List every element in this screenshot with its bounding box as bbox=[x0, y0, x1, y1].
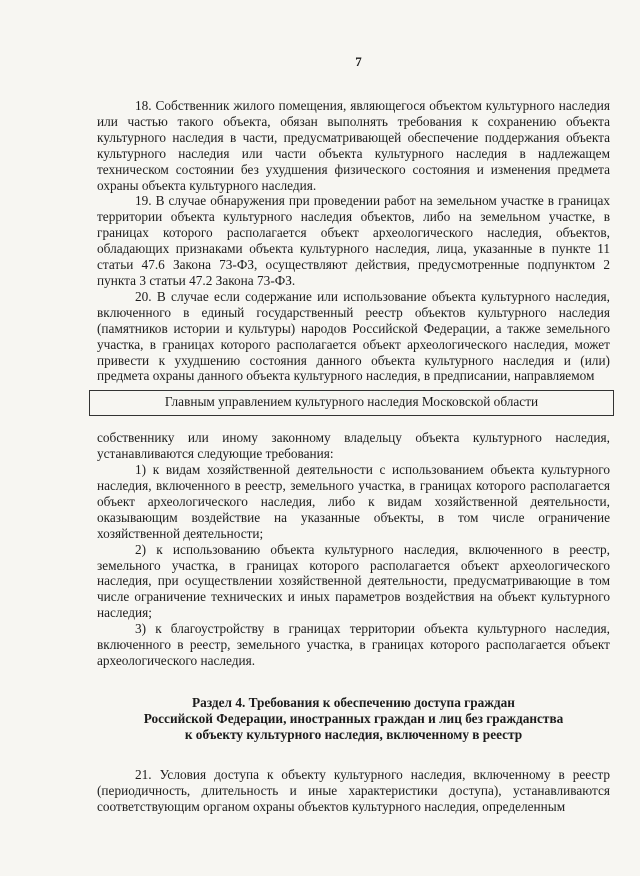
section-4-heading-line-3: к объекту культурного наследия, включенному в реестр bbox=[184, 726, 523, 742]
section-4-heading bbox=[97, 695, 610, 743]
paragraph-20: 20. В случае если содержание или использование объекта культурного наследия, включенного в единый государственный реестр объектов культурного наследия (памятников истории и культуры) народов Российской Федерации, а также земельного участка, в границах которого располагается объект археологического наследия, может привести к ухудшению состояния данного объекта культурного наследия и (или) предмета охраны данного объекта культурного наследия, в предписании, направляемом bbox=[97, 288, 610, 384]
section-4-heading-line-2: Российской Федерации, иностранных граждан и лиц без гражданства bbox=[143, 710, 564, 726]
inserted-authority-box: Главным управлением культурного наследия Московской области bbox=[89, 390, 614, 416]
requirement-item-1: 1) к видам хозяйственной деятельности с использованием объекта культурного наследия, включенного в реестр, земельного участка, в границах которого располагается объект археологического наследия, либо к видам хозяйственной деятельности, оказывающим воздействие на указанные объекты, в том числе ограничение хозяйственной деятельности; bbox=[97, 462, 610, 541]
paragraph-19: 19. В случае обнаружения при проведении работ на земельном участке в границах территории объекта культурного наследия объектов, либо на земельном участке, в границах которого располагается объект археологического наследия, объектов, обладающих признаками объекта культурного наследия, лица, указанные в пункте 11 статьи 47.6 Закона 73-ФЗ, осуществляют действия, предусмотренные подпунктом 2 пункта 3 статьи 47.2 Закона 73-ФЗ. bbox=[97, 193, 610, 288]
section-4-heading-line-1: Раздел 4. Требования к обеспечению доступа граждан bbox=[192, 694, 515, 710]
requirement-item-2: 2) к использованию объекта культурного наследия, включенного в реестр, земельного участка, в границах которого располагается объект археологического наследия, при осуществлении хозяйственной деятельности, предусматривающие в том числе ограничение технических и иных параметров воздействия на объект культурного наследия; bbox=[97, 541, 610, 621]
requirement-item-3: 3) к благоустройству в границах территории объекта культурного наследия, включенного в реестр, земельного участка, в границах которого располагается объект археологического наследия. bbox=[97, 621, 610, 668]
page-number: 7 bbox=[355, 54, 362, 69]
paragraph-20-continuation: собственнику или иному законному владельцу объекта культурного наследия, устанавливаются следующие требования: bbox=[97, 430, 610, 462]
paragraph-18: 18. Собственник жилого помещения, являющегося объектом культурного наследия или частью такого объекта, обязан выполнять требования к сохранению объекта культурного наследия в части, предусматривающей обеспечение поддержания объекта культурного наследия или части объекта культурного наследия в надлежащем техническом состоянии без ухудшения физического состояния и изменения предмета охраны объекта культурного наследия. bbox=[97, 98, 610, 193]
paragraph-21: 21. Условия доступа к объекту культурного наследия, включенному в реестр (периодичность, длительность и иные характеристики доступа), устанавливаются соответствующим органом охраны объектов культурного наследия, определенным bbox=[97, 766, 610, 814]
